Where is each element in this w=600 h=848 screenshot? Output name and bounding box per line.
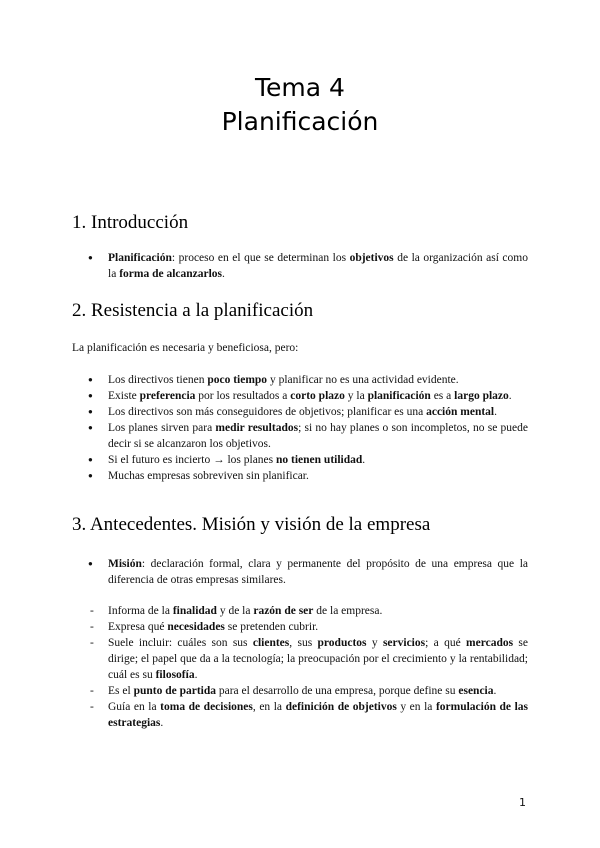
section-3-bullets	[72, 556, 528, 588]
text-span: , sus	[289, 637, 318, 649]
doc-title-line2: Planificación	[221, 107, 379, 136]
list-item	[72, 404, 528, 420]
text-span: Expresa qué	[108, 621, 168, 633]
text-span: se pretenden cubrir.	[224, 621, 319, 633]
section-heading-antecedentes: 3. Antecedentes. Misión y visión de la empresa	[72, 514, 431, 535]
text-span: .	[160, 717, 164, 729]
text-span: y en la	[396, 701, 436, 713]
list-item	[72, 468, 528, 484]
bold-term: corto plazo	[290, 390, 345, 402]
bold-term: clientes	[252, 637, 290, 649]
text-span: Los planes sirven para	[108, 422, 216, 434]
text-span: ; a qué	[425, 637, 467, 649]
section-heading-resistencia: 2. Resistencia a la planificación	[72, 300, 314, 321]
bold-term: definición de objetivos	[285, 701, 397, 713]
bold-term: productos	[317, 637, 367, 649]
text-span: .	[494, 406, 497, 418]
bold-term: Planificación	[108, 252, 172, 264]
bold-term: servicios	[382, 637, 426, 649]
bold-term: Misión	[108, 558, 142, 570]
text-span: de la empresa.	[313, 605, 383, 617]
list-item	[72, 452, 528, 468]
text-span: Si el futuro es incierto → los planes	[108, 454, 276, 466]
list-item	[72, 556, 528, 588]
text-span: se dirige; el papel que da a la tecnología; la preocupación por el crecimiento y la rentabilidad; cuál es su	[108, 637, 528, 681]
text-span: : declaración formal, clara y permanente del propósito de una empresa que la diferencia de otras empresas similares.	[108, 558, 528, 586]
text-span: Guía en la	[108, 701, 161, 713]
bold-term: mercados	[466, 637, 514, 649]
text-span: Muchas empresas sobreviven sin planificar.	[108, 470, 309, 482]
bold-term: objetivos	[349, 252, 394, 264]
text-span: Existe	[108, 390, 140, 402]
text-span: .	[508, 390, 512, 402]
list-item	[72, 420, 528, 452]
list-item	[72, 603, 528, 619]
section-heading-introduccion: 1. Introducción	[72, 212, 189, 233]
bold-term: necesidades	[167, 621, 225, 633]
text-span: .	[362, 454, 366, 466]
bold-term: finalidad	[172, 605, 217, 617]
bold-term: poco tiempo	[207, 374, 268, 386]
text-span: Suele incluir: cuáles son sus	[108, 637, 253, 649]
bold-term: razón de ser	[253, 605, 314, 617]
section-1-body	[72, 250, 528, 282]
list-item	[72, 683, 528, 699]
text-span: .	[194, 669, 198, 681]
text-span: y de la	[216, 605, 254, 617]
bold-term: forma de alcanzarlos	[119, 268, 223, 280]
text-span: de la organización así como la	[108, 252, 528, 280]
bold-term: formulación de las estrategias	[108, 701, 529, 729]
text-span: Informa de la	[108, 605, 173, 617]
doc-title-line1: Tema 4	[255, 73, 345, 102]
bold-term: filosofía	[155, 669, 195, 681]
bold-term: toma de decisiones	[160, 701, 253, 713]
text-span: .	[493, 685, 497, 697]
text-span: Los directivos tienen	[108, 374, 208, 386]
bold-term: medir resultados	[215, 422, 299, 434]
list-item	[72, 699, 528, 731]
text-span: .	[222, 268, 225, 280]
list-item	[72, 635, 528, 683]
bold-term: preferencia	[139, 390, 196, 402]
text-span: y planificar no es una actividad evidente.	[267, 374, 459, 386]
bold-term: planificación	[367, 390, 431, 402]
text-span: Los directivos son más conseguidores de objetivos; planificar es una	[108, 406, 427, 418]
bold-term: esencia	[458, 685, 494, 697]
text-span: y	[366, 637, 383, 649]
page-number: 1	[519, 796, 526, 809]
section-2-body	[72, 372, 528, 484]
section-3-dashes	[72, 603, 528, 731]
section-2-intro: La planificación es necesaria y beneficiosa, pero:	[72, 342, 299, 354]
bold-term: no tienen utilidad	[276, 454, 363, 466]
text-span: por los resultados a	[195, 390, 291, 402]
text-span: para el desarrollo de una empresa, porque define su	[216, 685, 459, 697]
list-item	[72, 250, 528, 282]
text-span: ; si no hay planes o son incompletos, no se puede decir si se alcanzaron los objetivos.	[108, 422, 528, 450]
bold-term: largo plazo	[454, 390, 509, 402]
text-span: : proceso en el que se determinan los	[171, 252, 350, 264]
list-item	[72, 619, 528, 635]
list-item	[72, 372, 528, 388]
text-span: es a	[430, 390, 455, 402]
text-span: , en la	[252, 701, 286, 713]
text-span: Es el	[108, 685, 134, 697]
text-span: y la	[344, 390, 368, 402]
list-item	[72, 388, 528, 404]
bold-term: acción mental	[426, 406, 495, 418]
bold-term: punto de partida	[133, 685, 216, 697]
